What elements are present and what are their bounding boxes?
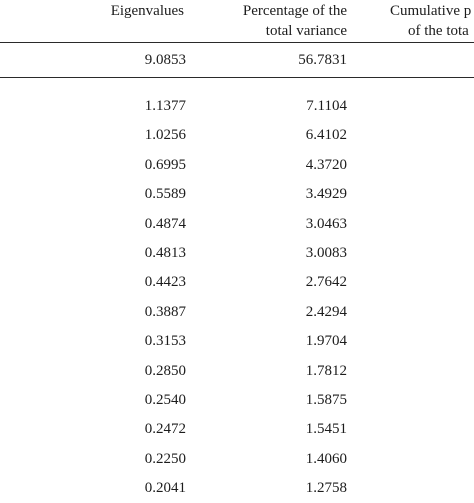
eigenvalue-cell: 0.4423 [144, 274, 186, 291]
table-row [0, 91, 474, 121]
first-row-rule [0, 77, 474, 78]
percentage-cell: 3.4929 [305, 186, 347, 203]
table-row [0, 326, 474, 356]
table-row [0, 150, 474, 180]
table-row [0, 209, 474, 239]
header-cumulative-line1: Cumulative p [390, 3, 472, 19]
header-eigenvalues-label: Eigenvalues [110, 3, 184, 19]
header-percentage-line2: total variance [265, 23, 347, 39]
percentage-cell: 1.5875 [305, 392, 347, 408]
percentage-cell: 7.1104 [306, 98, 347, 114]
table-row [0, 414, 474, 444]
percentage-cell: 1.9704 [305, 333, 347, 350]
eigenvalue-cell: 0.2472 [144, 421, 186, 438]
eigenvalue-cell: 1.0256 [144, 127, 186, 144]
percentage-cell: 1.2758 [305, 480, 347, 497]
eigenvalue-cell: 0.2850 [144, 362, 186, 379]
eigenvalue-cell: 0.5589 [144, 186, 186, 203]
percentage-cell: 2.4294 [305, 303, 347, 320]
table-row [0, 238, 474, 268]
eigenvalue-cell: 0.6995 [144, 156, 186, 173]
header-eigenvalues [111, 1, 184, 21]
table-row [0, 356, 474, 386]
header-cumulative-line2: of the tota [408, 23, 469, 39]
eigenvalue-cell: 0.3887 [144, 303, 186, 320]
table-row [0, 267, 474, 297]
percentage-cell: 1.4060 [305, 450, 347, 467]
eigenvalue-cell: 0.2250 [144, 450, 186, 467]
percentage-cell: 3.0083 [305, 245, 347, 261]
table-row [0, 120, 474, 150]
percentage-cell: 2.7642 [305, 274, 347, 291]
eigenvalue-cell: 0.4874 [144, 215, 186, 232]
eigenvalue-cell: 9.0853 [144, 52, 186, 68]
eigenvalue-cell: 1.1377 [144, 98, 186, 114]
percentage-cell: 4.3720 [305, 156, 347, 173]
table-row [0, 473, 474, 503]
percentage-cell: 1.5451 [305, 421, 347, 438]
eigenvalue-cell: 0.3153 [144, 333, 186, 350]
percentage-cell: 56.7831 [298, 52, 347, 68]
table-row [0, 385, 474, 415]
table-row [0, 45, 474, 75]
eigenvalue-cell: 0.4813 [144, 245, 186, 261]
table-row [0, 179, 474, 209]
header-rule [0, 42, 474, 43]
eigenvalue-cell: 0.2540 [144, 392, 186, 408]
header-percentage [243, 1, 347, 41]
header-percentage-line1: Percentage of the [242, 3, 347, 19]
header-cumulative [390, 1, 471, 41]
percentage-cell: 6.4102 [305, 127, 347, 144]
percentage-cell: 1.7812 [305, 362, 347, 379]
eigenvalue-cell: 0.2041 [144, 480, 186, 497]
table-row [0, 297, 474, 327]
percentage-cell: 3.0463 [305, 215, 347, 232]
table-row [0, 444, 474, 474]
